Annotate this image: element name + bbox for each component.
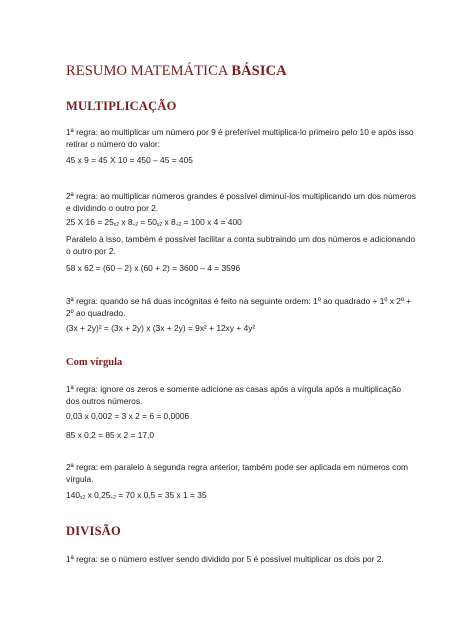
virg-eq-2: 85 x 0,2 = 85 x 2 = 17,0 xyxy=(66,430,155,440)
virg-rule-1: 1ª regra: ignore os zeros e somente adicione as casas após a vírgula após a multiplicação dos outros números. xyxy=(66,384,402,406)
document-title xyxy=(66,63,287,80)
heading-divisao: DIVISÃO xyxy=(66,524,121,538)
virg-eq-1: 0,03 x 0,002 = 3 x 2 = 6 = 0,0006 xyxy=(66,411,190,421)
mult-eq-1: 45 x 9 = 45 X 10 = 450 – 45 = 405 xyxy=(66,155,193,165)
title-bold: BÁSICA xyxy=(231,63,287,79)
mult-rule-3: 3ª regra: quando se há duas incógnitas é feito na seguinte ordem: 1º ao quadrado + 1º x 2º + 2º ao quadrado. xyxy=(66,296,412,318)
heading-multiplicacao: MULTIPLICAÇÃO xyxy=(66,99,177,113)
mult-rule-1: 1ª regra: ao multiplicar um número por 9 é preferível multiplica-lo primeiro pelo 10 e após isso retirar o número do valor: xyxy=(66,127,414,149)
virg-eq-3: $140_{x2}$ x $0,25_{\div 2} = 70$ x 0,5 = 35 x 1 = 35 xyxy=(66,490,207,501)
mult-para-2: Paralelo à isso, também é possível facilitar a conta subtraindo um dos números e adicionando o outro por 2. xyxy=(66,234,416,256)
title-normal: RESUMO MATEMÁTICA xyxy=(66,63,232,79)
mult-eq-2: 25 X $16 = 25_{x2}$ x $8_{\div 2} = 50_{x2}$ x $8_{\div 2} = 100$ x 4 = 400 xyxy=(66,217,242,228)
mult-eq-3: 58 x 62 = (60 – 2) x (60 + 2) = 3600 – 4 = 3596 xyxy=(66,263,241,273)
heading-com-virgula: Com vírgula xyxy=(66,357,123,368)
virg-rule-2: 2ª regra: em paralelo à segunda regra anterior, também pode ser aplicada em números com vírgula. xyxy=(66,462,409,484)
mult-eq-4: (3x + 2y)² = (3x + 2y) x (3x + 2y) = 9x² + 12xy + 4y² xyxy=(66,323,256,333)
mult-rule-2: 2ª regra: ao multiplicar números grandes é possível diminuí-los multiplicando um dos números e dividindo o outro por 2. xyxy=(66,191,416,213)
div-rule-1: 1ª regra: se o número estiver sendo dividido por 5 é possível multiplicar os dois por 2. xyxy=(66,554,384,564)
